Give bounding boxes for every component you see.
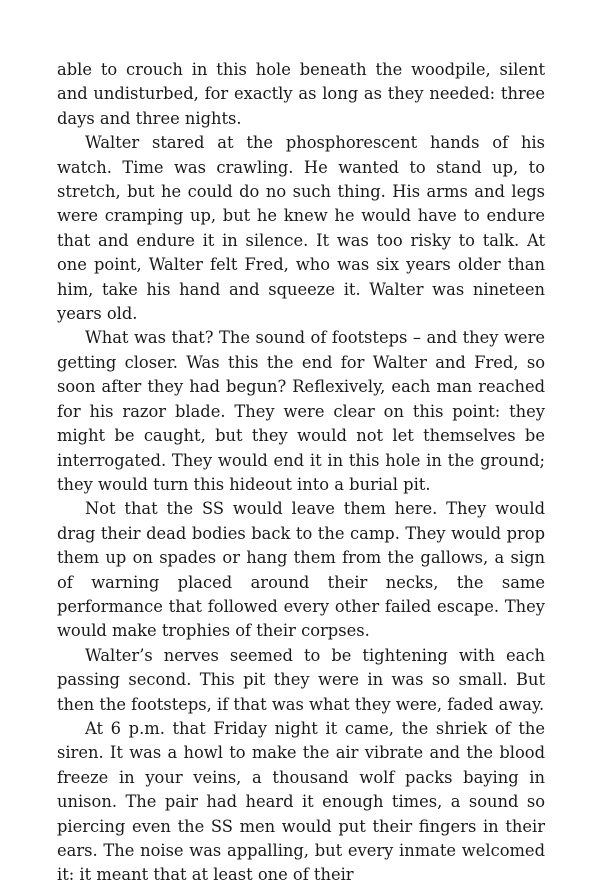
paragraph-continuation: able to crouch in this hole beneath the woodpile, silent and undisturbed, for exactly as long as they needed: three days and three nights. [57,60,545,128]
paragraph-footsteps: What was that? The sound of footsteps – and they were getting closer. Was this the end for Walter and Fred, so soon after they had begun? Reflexively, each man reached for his razor blade. They were clear on this point: they might be caught, but they would not let themselves be interrogated. They would end it in this hole in the ground; they would turn this hideout into a burial pit. [57,328,545,494]
paragraph-siren: At 6 p.m. that Friday night it came, the shriek of the siren. It was a howl to make the air vibrate and the blood freeze in your veins, a thousand wolf packs baying in unison. The pair had heard it enough times, a sound so piercing even the SS men would put their fingers in their ears. The noise was appalling, but every inmate welcomed it: it meant that at least one of their [57,718,545,885]
paragraph-watch: Walter stared at the phosphorescent hands of his watch. Time was crawling. He wanted to stand up, to stretch, but he could do no such thing. His arms and legs were cramping up, but he knew he would have to endure that and endure it in silence. It was too risky to talk. At one point, Walter felt Fred, who was six years older than him, take his hand and squeeze it. Walter was nineteen years old. [57,133,545,324]
paragraph-ss: Not that the SS would leave them here. They would drag their dead bodies back to the camp. They would prop them up on spades or hang them from the gallows, a sign of warning placed around their necks, the same performance that followed every other failed escape. They would make trophies of their corpses. [57,499,545,641]
book-page-text [57,58,545,888]
paragraph-nerves: Walter’s nerves seemed to be tightening with each passing second. This pit they were in was so small. But then the footsteps, if that was what they were, faded away. [57,645,545,714]
